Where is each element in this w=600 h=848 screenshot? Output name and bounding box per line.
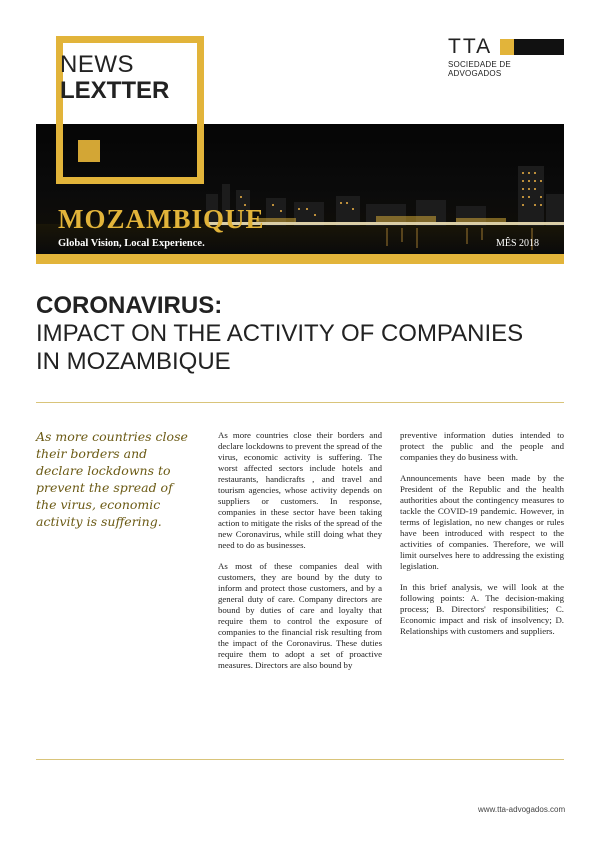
logo-brand: TTA <box>448 35 493 58</box>
frame-left-edge <box>56 124 63 184</box>
paragraph: Announcements have been made by the President of the Republic and the health authorities about the contingency measures to tackle the COVID-19 pandemic. However, in terms of legislation, no new changes or rules have been introduced with respect to the activities of companies. Therefore, we will limit ourselves here to addressing the existing legislation. <box>400 473 564 571</box>
article-headline <box>36 292 564 376</box>
paragraph: As more countries close their borders and declare lockdowns to prevent the spread of the virus, economic activity is suffering. The worst affected sectors include hotels and restaurants, handicrafts , and travel and tourism agencies, whose activity depends on suppliers or customers. In response, companies in these sector have been taking action to mitigate the risks of the spread of the new Coronavirus, while still doing what they need to do as businesses. <box>218 430 382 550</box>
footer-website-link[interactable]: www.tta-advogados.com <box>478 805 566 814</box>
frame-right-edge <box>197 124 204 184</box>
body-column-2 <box>400 430 564 647</box>
bottom-divider <box>36 759 564 760</box>
top-divider <box>36 402 564 403</box>
paragraph: In this brief analysis, we will look at the following points: A. The decision-making process; B. Directors' responsibilities; C. Economic impact and risk of insolvency; D. Relationships with customers and suppliers. <box>400 582 564 636</box>
tta-logo <box>448 36 566 78</box>
issue-month: MÊS 2018 <box>496 238 540 249</box>
pull-quote: As more countries close their borders and declare lockdowns to prevent the spread of the virus, economic activity is suffering. <box>36 429 188 529</box>
headline-line3: IN MOZAMBIQUE <box>36 348 231 375</box>
logo-bars-icon <box>500 39 564 55</box>
paragraph: As most of these companies deal with customers, they are bound by the duty to inform and protect those customers, and by a general duty of care. Company directors are bound by duties of care and loyalty that require them to control the exposure of companies to the financial risk resulting from the impact of the Coronavirus. These duties require them to adopt a set of proactive measures. Directors are also bound by <box>218 561 382 670</box>
gold-square-icon <box>78 140 100 162</box>
headline-line1: CORONAVIRUS: <box>36 292 223 319</box>
paragraph: preventive information duties intended to protect the public and the people and companies they do business with. <box>400 430 564 462</box>
gold-band <box>36 254 564 264</box>
body-column-1 <box>218 430 382 681</box>
masthead-lextter: LEXTTER <box>60 77 170 104</box>
country-title: MOZAMBIQUE <box>58 204 265 234</box>
headline-line2: IMPACT ON THE ACTIVITY OF COMPANIES <box>36 320 524 347</box>
newsletter-masthead <box>60 52 169 104</box>
tagline: Global Vision, Local Experience. <box>58 238 205 249</box>
masthead-news: NEWS <box>60 51 134 78</box>
logo-subtitle: SOCIEDADE DE ADVOGADOS <box>448 60 511 78</box>
frame-bottom-edge <box>56 177 204 184</box>
